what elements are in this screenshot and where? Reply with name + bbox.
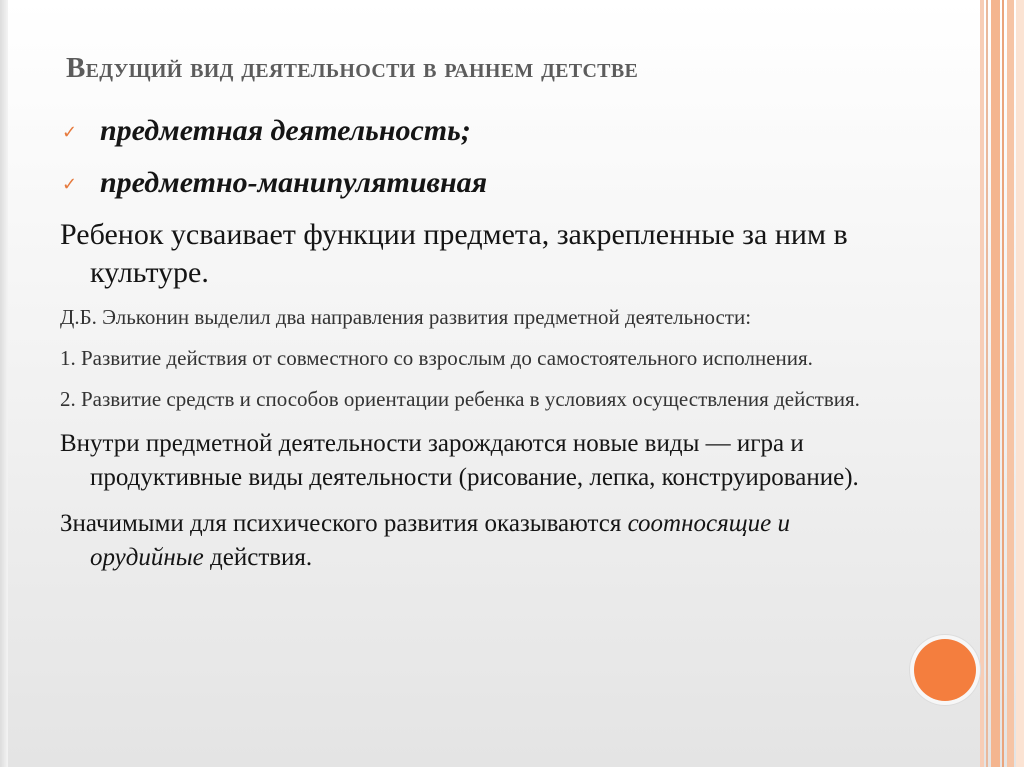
slide-title: Ведущий вид деятельности в раннем детстве bbox=[66, 52, 639, 84]
stripe bbox=[980, 0, 984, 767]
decorative-stripes bbox=[980, 0, 1024, 767]
paragraph-significant-actions bbox=[60, 507, 890, 575]
stripe bbox=[1016, 0, 1024, 767]
point-1: 1. Развитие действия от совместного со взрослым до самостоятельного исполнения. bbox=[60, 346, 813, 370]
stripe bbox=[1002, 0, 1004, 767]
checkmark-icon: ✓ bbox=[62, 174, 78, 195]
left-frame-shade bbox=[0, 0, 8, 767]
bullet-item bbox=[60, 112, 890, 150]
bullet-text: предметно-манипулятивная bbox=[100, 166, 488, 199]
stripe bbox=[986, 0, 988, 767]
point-2: 2. Развитие средств и способов ориентации ребенка в условиях осуществления действия. bbox=[60, 387, 860, 411]
checkmark-icon: ✓ bbox=[62, 122, 78, 143]
paragraph-italic-term: соотносящие и орудийные bbox=[90, 510, 790, 571]
paragraph-tail: действия. bbox=[210, 544, 313, 571]
slide-body bbox=[60, 112, 890, 575]
decorative-orange-circle bbox=[914, 639, 976, 701]
bullet-item bbox=[60, 164, 890, 202]
stripe bbox=[1007, 0, 1014, 767]
bullet-text: предметная деятельность; bbox=[100, 114, 471, 147]
stripe bbox=[991, 0, 1000, 767]
paragraph-new-types: Внутри предметной деятельности зарождаются новые виды — игра и продуктивные виды деятельности (рисование, лепка, конструирование). bbox=[60, 430, 859, 491]
paragraph-elkonin: Д.Б. Эльконин выделил два направления развития предметной деятельности: bbox=[60, 305, 752, 329]
paragraph-main: Ребенок усваивает функции предмета, закрепленные за ним в культуре. bbox=[60, 218, 848, 289]
paragraph-lead: Значимыми для психического развития оказываются bbox=[60, 510, 622, 537]
